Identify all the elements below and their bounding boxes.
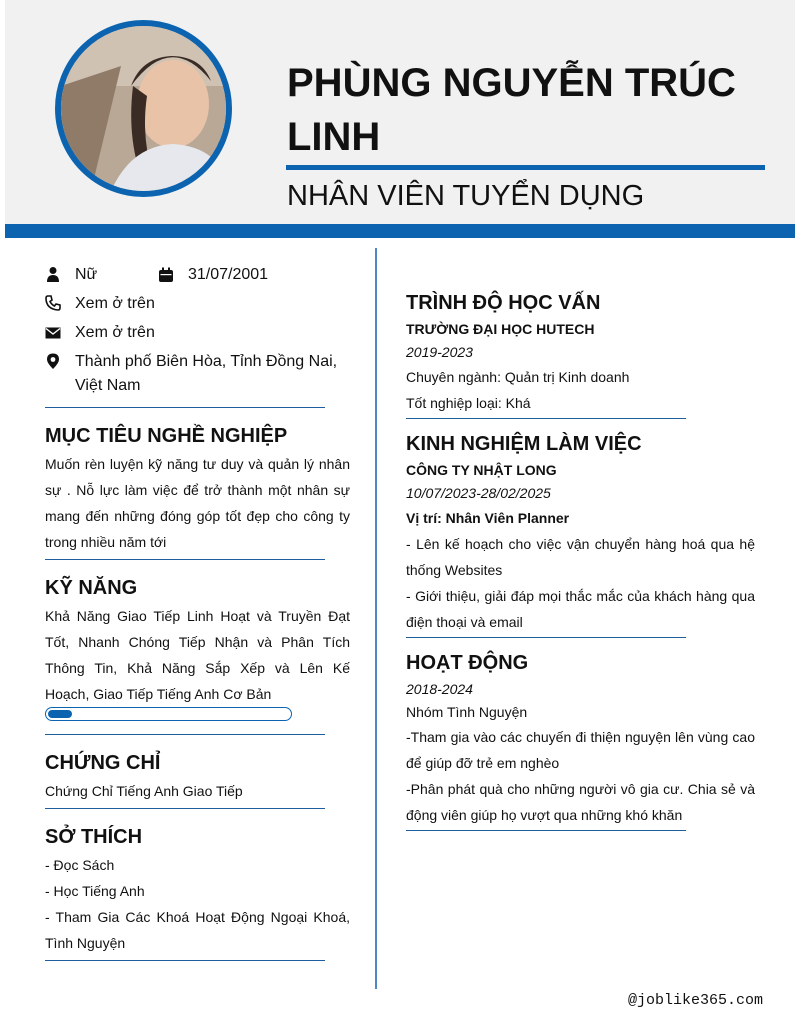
activity-item: -Tham gia vào các chuyến đi thiện nguyện lên vùng cao để giúp đỡ trẻ em nghèo [406, 729, 755, 771]
user-icon [45, 266, 61, 282]
map-pin-icon [45, 353, 61, 369]
profile-photo [61, 26, 226, 191]
experience-duty: - Giới thiệu, giải đáp mọi thắc mắc của khách hàng qua điện thoại và email [406, 588, 755, 630]
certificates-title: CHỨNG CHỈ [45, 752, 161, 774]
company-name: CÔNG TY NHẬT LONG [406, 462, 557, 478]
section-divider [406, 418, 686, 419]
section-divider [45, 808, 325, 809]
section-divider [406, 830, 686, 831]
column-divider [375, 248, 377, 989]
phone-text: Xem ở trên [75, 295, 155, 312]
section-divider [406, 637, 686, 638]
hobby-item: - Tham Gia Các Khoá Hoạt Động Ngoại Khoá, Tình Nguyện [45, 909, 350, 951]
header-accent-bar [5, 224, 795, 238]
experience-duty: - Lên kế hoạch cho việc vận chuyển hàng hoá qua hệ thống Websites [406, 536, 755, 578]
education-major: Chuyên ngành: Quản trị Kinh doanh [406, 369, 630, 385]
birthday-text: 31/07/2001 [188, 266, 269, 283]
hobby-item: - Đọc Sách [45, 857, 115, 873]
section-divider [45, 960, 325, 961]
hobbies-title: SỞ THÍCH [45, 826, 143, 848]
education-title: TRÌNH ĐỘ HỌC VẤN [406, 292, 601, 314]
avatar [55, 20, 232, 197]
section-divider [45, 559, 325, 560]
section-divider [45, 407, 325, 408]
education-period: 2019-2023 [406, 344, 473, 360]
activity-item: -Phân phát quà cho những người vô gia cư. Chia sẻ và động viên giúp họ vượt qua những khó khăn [406, 781, 755, 823]
envelope-icon [45, 325, 61, 341]
education-grade: Tốt nghiệp loại: Khá [406, 395, 531, 411]
experience-position: Vị trí: Nhân Viên Planner [406, 510, 570, 526]
experience-title: KINH NGHIỆM LÀM VIỆC [406, 433, 642, 455]
activities-group: Nhóm Tình Nguyện [406, 704, 528, 720]
address-text: Thành phố Biên Hòa, Tỉnh Đồng Nai, Việt Nam [75, 353, 338, 394]
hobby-item: - Học Tiếng Anh [45, 883, 145, 899]
phone-icon [45, 295, 61, 311]
name-underline [286, 165, 765, 170]
gender-text: Nữ [75, 266, 98, 283]
section-divider [45, 734, 325, 735]
certificate-item: Chứng Chỉ Tiếng Anh Giao Tiếp [45, 783, 243, 799]
watermark-text: @joblike365.com [627, 992, 763, 1009]
skills-text: Khả Năng Giao Tiếp Linh Hoạt và Truyền Đạt Tốt, Nhanh Chóng Tiếp Nhận và Phân Tích Thông Tin, Khả Năng Sắp Xếp và Lên Kế Hoạch, Giao Tiếp Tiếng Anh Cơ Bản [45, 608, 350, 702]
skill-level-bar [45, 707, 292, 721]
calendar-icon [158, 267, 174, 283]
school-name: TRƯỜNG ĐẠI HỌC HUTECH [406, 321, 595, 337]
objective-text: Muốn rèn luyện kỹ năng tư duy và quản lý nhân sự . Nỗ lực làm việc để trở thành một nhân sự mang đến những đóng góp tốt đẹp cho công ty trong nhiều năm tới [45, 456, 350, 550]
candidate-name: PHÙNG NGUYỄN TRÚC LINH [287, 61, 736, 159]
activities-period: 2018-2024 [406, 681, 473, 697]
activities-title: HOẠT ĐỘNG [406, 652, 529, 674]
experience-period: 10/07/2023-28/02/2025 [406, 485, 551, 501]
skill-level-fill [48, 710, 72, 718]
email-text: Xem ở trên [75, 324, 155, 341]
objective-title: MỤC TIÊU NGHỀ NGHIỆP [45, 425, 288, 447]
skills-title: KỸ NĂNG [45, 577, 138, 599]
job-title: NHÂN VIÊN TUYỂN DỤNG [287, 180, 645, 212]
